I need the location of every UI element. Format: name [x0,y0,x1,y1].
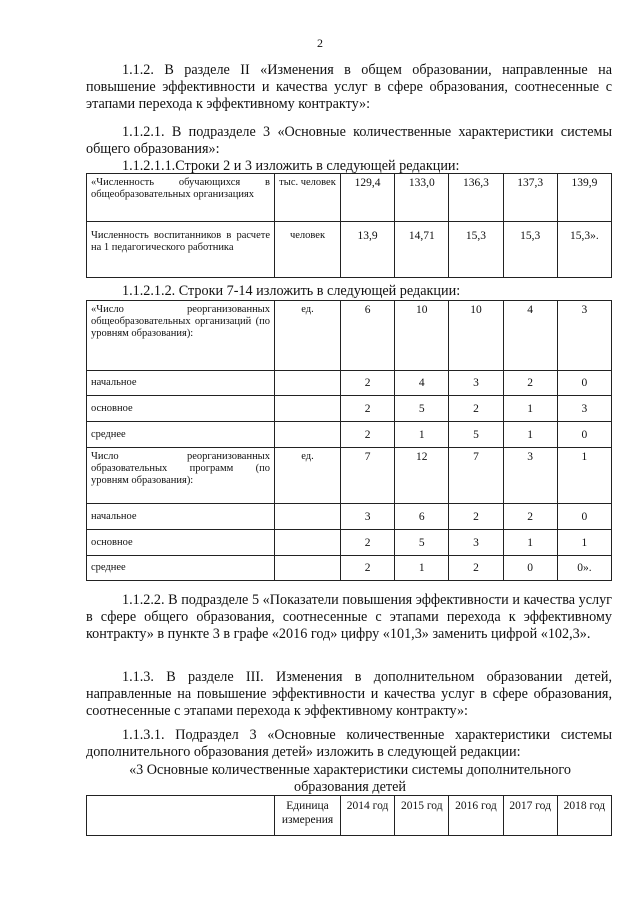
table-row [87,530,612,556]
row-label: основное [87,396,275,422]
row-unit [275,530,341,556]
row-unit [275,556,341,581]
value-cell: 133,0 [395,174,449,222]
row-label: «Численность обучающихся в общеобразовательных организациях [87,174,275,222]
row-unit [275,371,341,396]
paragraph-1-1-2-2: 1.1.2.2. В подразделе 5 «Показатели повышения эффективности и качества услуг в сфере общего образования, соотнесенные с этапами перехода к эффективному контракту» в пункте 3 в графе «2016 год» цифру «101,3» заменить цифрой «102,3». [86,592,612,642]
table-row [87,396,612,422]
table-additional-education [86,795,612,836]
row-unit [275,396,341,422]
subsection-title: «3 Основные количественные характеристики системы дополнительного образования детей [129,762,571,795]
value-cell: 3 [449,530,503,556]
value-cell: 1 [503,422,557,448]
value-cell: 6 [341,301,395,371]
paragraph-1-1-2-1-2: 1.1.2.1.2. Строки 7-14 изложить в следующей редакции: [122,283,461,299]
value-cell: 1 [503,396,557,422]
header-cell-unit: Единица измерения [275,796,341,836]
value-cell: 0 [557,504,611,530]
value-cell: 5 [395,396,449,422]
value-cell: 0 [557,371,611,396]
table-row [87,422,612,448]
paragraph-1-1-2-1: 1.1.2.1. В подразделе 3 «Основные количественные характеристики системы общего образования»: [86,124,612,157]
value-cell: 4 [503,301,557,371]
row-unit: тыс. человек [275,174,341,222]
page-number: 2 [317,36,323,50]
value-cell: 14,71 [395,222,449,278]
value-cell: 3 [341,504,395,530]
value-cell: 12 [395,448,449,504]
table-row [87,556,612,581]
value-cell: 5 [449,422,503,448]
value-cell: 2 [341,422,395,448]
value-cell: 3 [557,396,611,422]
value-cell: 129,4 [341,174,395,222]
table-rows-2-3 [86,173,612,278]
row-label: среднее [87,556,275,581]
table-row [87,301,612,371]
value-cell: 0 [557,422,611,448]
row-label: основное [87,530,275,556]
paragraph-1-1-2: 1.1.2. В разделе II «Изменения в общем образовании, направленные на повышение эффективности и качества услуг в сфере образования, соотнесенные с этапами перехода к эффективному контракту»: [86,62,612,112]
header-cell-year: 2016 год [449,796,503,836]
paragraph-1-1-3-1: 1.1.3.1. Подраздел 3 «Основные количественные характеристики системы дополнительного образования детей» изложить в следующей редакции: [86,727,612,760]
table-row [87,174,612,222]
value-cell: 10 [449,301,503,371]
value-cell: 2 [449,504,503,530]
table-header-row [87,796,612,836]
value-cell: 2 [503,504,557,530]
value-cell: 2 [341,371,395,396]
row-label: начальное [87,371,275,396]
table-row [87,504,612,530]
value-cell: 136,3 [449,174,503,222]
row-label: среднее [87,422,275,448]
value-cell: 2 [449,396,503,422]
value-cell: 139,9 [557,174,611,222]
value-cell: 2 [341,556,395,581]
row-label: «Число реорганизованных общеобразовательных организаций (по уровням образования): [87,301,275,371]
value-cell: 10 [395,301,449,371]
value-cell: 15,3 [449,222,503,278]
value-cell: 3 [557,301,611,371]
row-unit [275,504,341,530]
value-cell: 1 [557,448,611,504]
row-unit: ед. [275,301,341,371]
paragraph-1-1-3: 1.1.3. В разделе III. Изменения в дополнительном образовании детей, направленные на повышение эффективности и качества услуг в сфере образования, соотнесенные с этапами перехода к эффективному контракту»: [86,669,612,719]
paragraph-1-1-2-1-1: 1.1.2.1.1.Строки 2 и 3 изложить в следующей редакции: [122,158,460,174]
header-cell-year: 2015 год [395,796,449,836]
value-cell: 13,9 [341,222,395,278]
value-cell: 1 [557,530,611,556]
value-cell: 1 [503,530,557,556]
header-cell-empty [87,796,275,836]
value-cell: 1 [395,556,449,581]
row-unit: ед. [275,448,341,504]
header-cell-year: 2014 год [341,796,395,836]
table-rows-7-14 [86,300,612,581]
row-unit: человек [275,222,341,278]
value-cell: 4 [395,371,449,396]
value-cell: 3 [449,371,503,396]
row-label: Число реорганизованных образовательных программ (по уровням образования): [87,448,275,504]
value-cell: 2 [449,556,503,581]
table-row [87,222,612,278]
value-cell: 5 [395,530,449,556]
header-cell-year: 2018 год [557,796,611,836]
value-cell: 6 [395,504,449,530]
value-cell: 0». [557,556,611,581]
value-cell: 137,3 [503,174,557,222]
value-cell: 15,3 [503,222,557,278]
value-cell: 7 [341,448,395,504]
row-label: начальное [87,504,275,530]
value-cell: 2 [503,371,557,396]
value-cell: 2 [341,396,395,422]
value-cell: 7 [449,448,503,504]
value-cell: 15,3». [557,222,611,278]
row-unit [275,422,341,448]
value-cell: 0 [503,556,557,581]
table-row [87,371,612,396]
table-row [87,448,612,504]
header-cell-year: 2017 год [503,796,557,836]
row-label: Численность воспитанников в расчете на 1 педагогического работника [87,222,275,278]
value-cell: 2 [341,530,395,556]
value-cell: 1 [395,422,449,448]
value-cell: 3 [503,448,557,504]
